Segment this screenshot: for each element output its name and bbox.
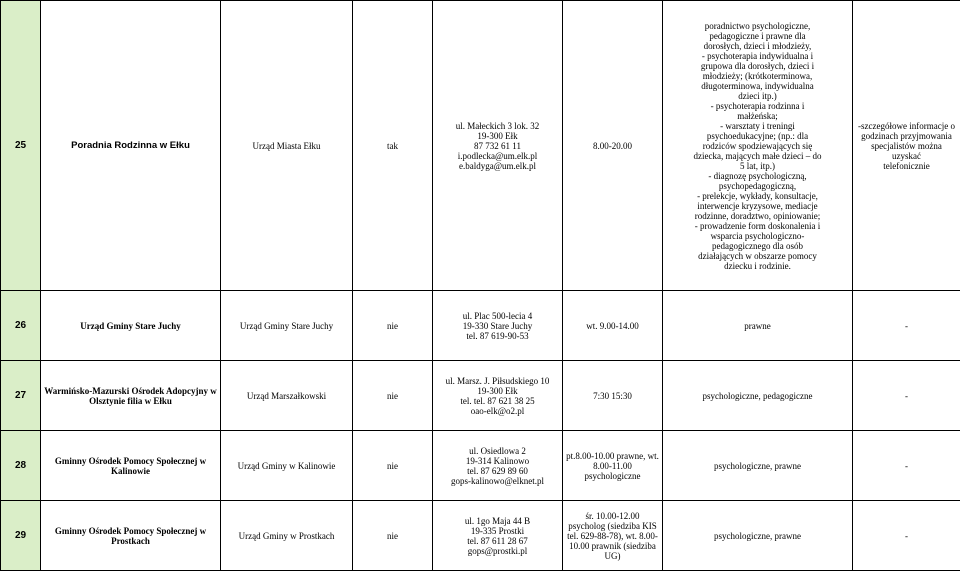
service-line: - prelekcje, wykłady, konsultacje,	[666, 191, 849, 201]
address-line: ul. Marsz. J. Piłsudskiego 10	[436, 376, 559, 386]
institution-name: Gminny Ośrodek Pomocy Społecznej w Prostkach	[41, 501, 221, 571]
service-line: - prowadzenie form doskonalenia i	[666, 221, 849, 231]
institution-name: Gminny Ośrodek Pomocy Społecznej w Kalinowie	[41, 431, 221, 501]
table-row	[1, 1, 960, 291]
address-cell	[433, 361, 563, 431]
notes-line: specjalistów można uzyskać	[856, 141, 957, 161]
opening-hours: śr. 10.00-12.00 psycholog (siedziba KIS tel. 629-88-78), wt. 8.00-10.00 prawnik (siedziba UG)	[563, 501, 663, 571]
supervising-organ: Urząd Miasta Ełku	[221, 1, 353, 291]
address-line: 87 732 61 11	[436, 141, 559, 151]
address-line: gops-kalinowo@elknet.pl	[436, 476, 559, 486]
service-line: dziecku i rodzinie.	[666, 261, 849, 271]
notes-line: telefonicznie	[856, 161, 957, 171]
supervising-organ: Urząd Marszałkowski	[221, 361, 353, 431]
service-line: - diagnozę psychologiczną,	[666, 171, 849, 181]
address-line: tel. 87 629 89 60	[436, 466, 559, 476]
row-number: 25	[1, 1, 41, 291]
address-line: tel. 87 611 28 67	[436, 536, 559, 546]
address-line: gops@prostki.pl	[436, 546, 559, 556]
address-line: ul. Osiedlowa 2	[436, 446, 559, 456]
address-line: ul. Małeckich 3 lok. 32	[436, 121, 559, 131]
address-cell	[433, 501, 563, 571]
services-cell: psychologiczne, prawne	[663, 501, 853, 571]
address-cell	[433, 431, 563, 501]
services-cell: psychologiczne, pedagogiczne	[663, 361, 853, 431]
table-row	[1, 291, 960, 361]
free-of-charge: nie	[353, 361, 433, 431]
supervising-organ: Urząd Gminy Stare Juchy	[221, 291, 353, 361]
address-line: ul. 1go Maja 44 B	[436, 516, 559, 526]
service-line: wsparcia psychologiczno-	[666, 231, 849, 241]
address-line: 19-300 Ełk	[436, 386, 559, 396]
service-line: młodzieży; (krótkoterminowa,	[666, 71, 849, 81]
service-line: dorosłych, dzieci i młodzieży,	[666, 41, 849, 51]
table-row	[1, 361, 960, 431]
institution-name: Urząd Gminy Stare Juchy	[41, 291, 221, 361]
service-line: - warsztaty i treningi	[666, 121, 849, 131]
notes-line: godzinach przyjmowania	[856, 131, 957, 141]
address-line: 19-314 Kalinowo	[436, 456, 559, 466]
services-cell: psychologiczne, prawne	[663, 431, 853, 501]
opening-hours: pt.8.00-10.00 prawne, wt. 8.00-11.00 psychologiczne	[563, 431, 663, 501]
address-cell	[433, 291, 563, 361]
service-line: poradnictwo psychologiczne,	[666, 21, 849, 31]
address-line: tel. 87 619-90-53	[436, 331, 559, 341]
service-line: dziecka, mających małe dzieci – do	[666, 151, 849, 161]
notes-cell: -	[853, 501, 960, 571]
notes-cell: -	[853, 361, 960, 431]
service-line: psychoedukacyjne; (np.: dla	[666, 131, 849, 141]
institution-name: Warmińsko-Mazurski Ośrodek Adopcyjny w Olsztynie filia w Ełku	[41, 361, 221, 431]
service-line: - psychoterapia indywidualna i	[666, 51, 849, 61]
row-number: 28	[1, 431, 41, 501]
service-line: długoterminowa, indywidualna	[666, 81, 849, 91]
service-line: psychopedagogiczną,	[666, 181, 849, 191]
address-line: i.podlecka@um.elk.pl	[436, 151, 559, 161]
supervising-organ: Urząd Gminy w Prostkach	[221, 501, 353, 571]
opening-hours: 7:30 15:30	[563, 361, 663, 431]
service-line: 5 lat, itp.)	[666, 161, 849, 171]
address-line: 19-335 Prostki	[436, 526, 559, 536]
service-line: działających w obszarze pomocy	[666, 251, 849, 261]
free-of-charge: nie	[353, 501, 433, 571]
service-line: rodzinne, doradztwo, opiniowanie;	[666, 211, 849, 221]
opening-hours: wt. 9.00-14.00	[563, 291, 663, 361]
row-number: 26	[1, 291, 41, 361]
table-row	[1, 501, 960, 571]
free-of-charge: nie	[353, 431, 433, 501]
table-row	[1, 431, 960, 501]
address-line: e.baldyga@um.elk.pl	[436, 161, 559, 171]
service-line: małżeńska;	[666, 111, 849, 121]
row-number: 29	[1, 501, 41, 571]
address-line: 19-300 Ełk	[436, 131, 559, 141]
service-line: dzieci itp.)	[666, 91, 849, 101]
notes-cell	[853, 1, 960, 291]
free-of-charge: nie	[353, 291, 433, 361]
supervising-organ: Urząd Gminy w Kalinowie	[221, 431, 353, 501]
address-cell	[433, 1, 563, 291]
service-line: pedagogiczne i prawne dla	[666, 31, 849, 41]
service-line: pedagogicznego dla osób	[666, 241, 849, 251]
notes-cell: -	[853, 431, 960, 501]
institution-name: Poradnia Rodzinna w Ełku	[41, 1, 221, 291]
services-cell: prawne	[663, 291, 853, 361]
services-cell	[663, 1, 853, 291]
free-of-charge: tak	[353, 1, 433, 291]
address-line: ul. Plac 500-lecia 4	[436, 311, 559, 321]
address-line: oao-elk@o2.pl	[436, 406, 559, 416]
opening-hours: 8.00-20.00	[563, 1, 663, 291]
address-line: 19-330 Stare Juchy	[436, 321, 559, 331]
notes-cell: -	[853, 291, 960, 361]
service-line: - psychoterapia rodzinna i	[666, 101, 849, 111]
notes-line: -szczegółowe informacje o	[856, 121, 957, 131]
service-line: rodziców spodziewających się	[666, 141, 849, 151]
service-line: grupowa dla dorosłych, dzieci i	[666, 61, 849, 71]
row-number: 27	[1, 361, 41, 431]
service-line: interwencje kryzysowe, mediacje	[666, 201, 849, 211]
address-line: tel. tel. 87 621 38 25	[436, 396, 559, 406]
